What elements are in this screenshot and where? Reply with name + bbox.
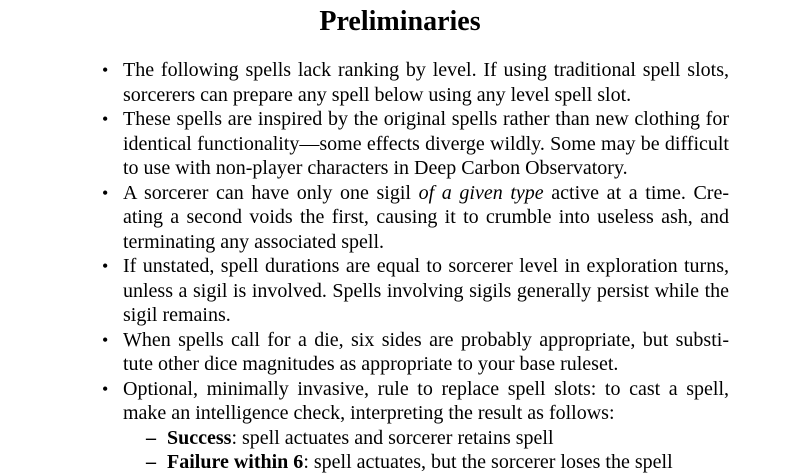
bullet-icon: • [102, 182, 109, 203]
list-item [0, 254, 729, 328]
list-item-text: active at a time. Cre-ating a second voids the first, causing it to crumble into useless ash, and terminating any associated spell. [123, 181, 729, 253]
sub-item-desc: : spell actuates and sorcerer retains spell [231, 426, 554, 449]
list-item-text: The following spells lack ranking by level. If using traditional spell slots, sorcerers can prepare any spell below using any level spell slot. [123, 59, 729, 106]
list-item-text: When spells call for a die, six sides are probably appropriate, but substi-tute other dice magnitudes as appropriate to your base ruleset. [123, 328, 729, 375]
sub-list-item [123, 450, 729, 475]
bullet-icon: • [102, 60, 109, 80]
sub-list [123, 426, 729, 475]
sub-list-item [123, 426, 729, 451]
list-item-text: Optional, minimally invasive, rule to replace spell slots: to cast a spell, make an intelligence check, interpreting the result as follows: [123, 377, 729, 424]
list-item [0, 58, 729, 107]
list-item-text: If unstated, spell durations are equal to sorcerer level in exploration turns, unless a sigil is involved. Spells involving sigils generally persist while the sigil remains. [123, 255, 729, 326]
bullet-list [0, 58, 800, 475]
list-item [0, 328, 729, 377]
sub-item-term: Failure within 6 [167, 451, 304, 473]
bullet-icon: • [102, 378, 109, 399]
sub-item-term: Success [167, 426, 232, 449]
list-item [0, 107, 729, 181]
bullet-icon: • [102, 256, 109, 276]
list-item-emphasis: of a given type [418, 181, 544, 204]
list-item-text: These spells are inspired by the original spells rather than new clothing for identical functionality—some effects diverge wildly. Some may be difficult to use with non-player characters in Deep Carbon Observatory. [123, 108, 729, 179]
sub-item-desc: : spell actuates, but the sorcerer loses the spell [303, 451, 673, 473]
list-item-text: A sorcerer can have only one sigil [123, 181, 419, 204]
dash-icon: – [146, 451, 156, 473]
list-item [0, 181, 729, 255]
bullet-icon: • [102, 329, 109, 350]
dash-icon: – [146, 426, 156, 449]
list-item [0, 377, 729, 475]
page-title: Preliminaries [319, 6, 481, 37]
bullet-icon: • [102, 109, 109, 129]
